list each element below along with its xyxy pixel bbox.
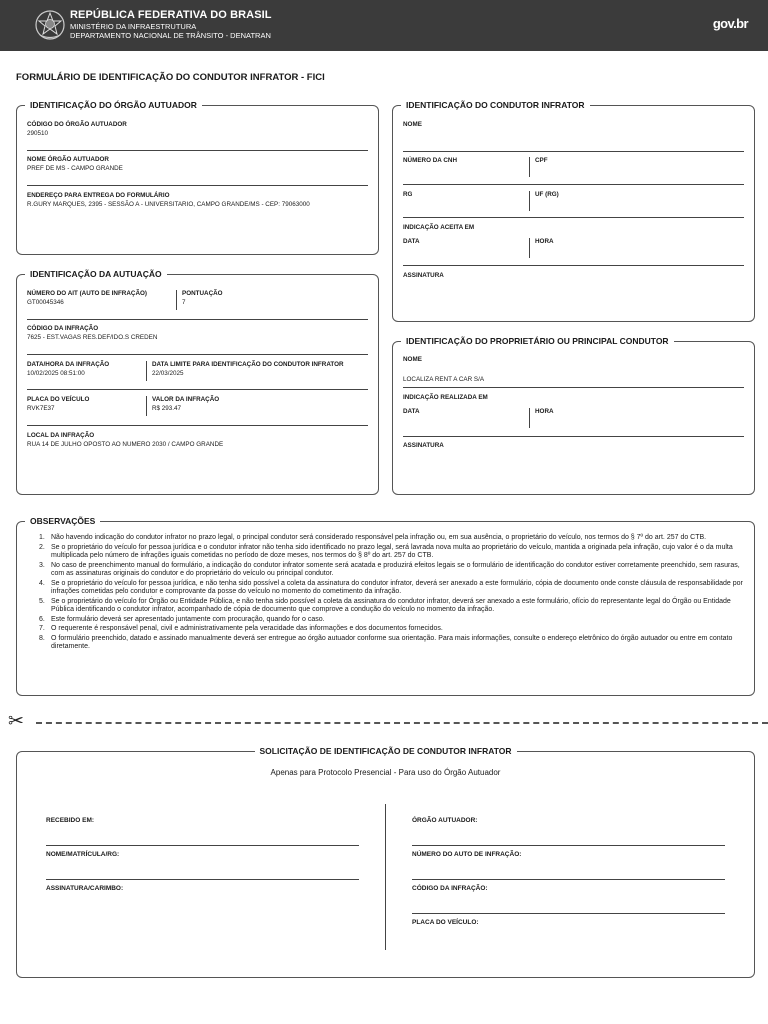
data-limite-field <box>152 361 344 377</box>
observacao-number: 8. <box>39 634 45 642</box>
condutor-legend: IDENTIFICAÇÃO DO CONDUTOR INFRATOR <box>401 100 590 110</box>
divider <box>176 290 177 310</box>
orgao-codigo-field <box>27 121 127 137</box>
indicacao-realizada-field <box>403 394 488 401</box>
codigo-infracao-field <box>27 325 157 341</box>
header-department: DEPARTAMENTO NACIONAL DE TRÂNSITO - DENATRAN <box>70 31 271 40</box>
local-label: LOCAL DA INFRAÇÃO <box>27 432 95 439</box>
data-limite-value: 22/03/2025 <box>152 370 184 377</box>
observacao-text: Este formulário deverá ser apresentado juntamente com procuração, quando for o caso. <box>51 615 325 623</box>
condutor-nome-field[interactable] <box>403 121 422 128</box>
data-limite-label: DATA LIMITE PARA IDENTIFICAÇÃO DO CONDUTOR INFRATOR <box>152 361 344 368</box>
divider <box>403 387 744 388</box>
proprietario-assinatura-field[interactable] <box>403 442 444 449</box>
cpf-label: CPF <box>535 157 548 164</box>
observacao-item <box>39 562 753 579</box>
condutor-hora-field[interactable] <box>535 238 554 245</box>
orgao-autuador-label: ÓRGÃO AUTUADOR: <box>412 817 478 824</box>
coat-of-arms-icon <box>34 9 66 41</box>
valor-label: VALOR DA INFRAÇÃO <box>152 396 220 403</box>
placa-field <box>27 396 89 412</box>
condutor-section <box>392 100 755 322</box>
proprietario-data-label: DATA <box>403 408 420 415</box>
divider <box>529 408 530 428</box>
ait-field <box>27 290 147 306</box>
scissors-icon: ✂ <box>8 711 24 732</box>
recebido-em-line[interactable] <box>46 845 359 846</box>
uf-rg-field[interactable] <box>535 191 559 198</box>
observacao-item <box>39 616 753 624</box>
valor-field <box>152 396 219 412</box>
rg-field[interactable] <box>403 191 412 198</box>
orgao-endereco-value: R.GURY MARQUES, 2395 - SESSÃO A - UNIVERSITARIO, CAMPO GRANDE/MS - CEP: 79063000 <box>27 201 310 208</box>
orgao-autuador-legend: IDENTIFICAÇÃO DO ÓRGÃO AUTUADOR <box>25 100 202 110</box>
divider <box>403 265 744 266</box>
observacao-item <box>39 625 753 633</box>
cnh-label: NÚMERO DA CNH <box>403 157 457 164</box>
nome-matricula-label: NOME/MATRÍCULA/RG: <box>46 851 120 858</box>
observacao-item <box>39 534 753 542</box>
condutor-data-label: DATA <box>403 238 420 245</box>
divider <box>403 184 744 185</box>
divider <box>385 804 386 950</box>
placa-label: PLACA DO VEÍCULO <box>27 396 90 403</box>
divider <box>146 396 147 416</box>
divider <box>27 185 368 186</box>
condutor-assinatura-field[interactable] <box>403 272 444 279</box>
observacao-number: 3. <box>39 561 45 569</box>
header-title: REPÚBLICA FEDERATIVA DO BRASIL <box>70 9 272 21</box>
divider <box>146 361 147 381</box>
cpf-field[interactable] <box>535 157 548 164</box>
observacao-text: Se o proprietário do veículo for Órgão ou Entidade Pública, e não tenha sido possível a coleta da assinatura do condutor infrator, deverá ser anexado a este formulário, ofício do representante legal do Órgão ou Entidade Pública identificando o condutor infrator, acompanhado de cópia de documento que comprove a condução do veículo no momento da infração. <box>51 597 731 613</box>
observacao-number: 2. <box>39 543 45 551</box>
codigo-infracao-req-line[interactable] <box>412 913 725 914</box>
header-ministry: MINISTÉRIO DA INFRAESTRUTURA <box>70 22 197 31</box>
divider <box>27 150 368 151</box>
indicacao-realizada-label: INDICAÇÃO REALIZADA EM <box>403 394 488 401</box>
autuacao-section <box>16 269 379 495</box>
uf-rg-label: UF (RG) <box>535 191 559 198</box>
divider <box>529 157 530 177</box>
orgao-endereco-label: ENDEREÇO PARA ENTREGA DO FORMULÁRIO <box>27 192 170 199</box>
recebido-em-label: RECEBIDO EM: <box>46 817 95 824</box>
divider <box>403 217 744 218</box>
observacao-text: Se o proprietário do veículo for pessoa jurídica e o condutor infrator não tenha sido identificado no prazo legal, será lavrada nova multa ao proprietário do veículo, mantida a originada pela infração, cujo valor é o da multa multiplicada pelo número de infrações iguais cometidas no período de doze meses, nos termos do § 8º do art. 257 do CTB. <box>51 543 733 559</box>
observacao-text: O formulário preenchido, datado e assinado manualmente deverá ser entregue ao órgão autuador conforme sua orientação. Para mais informações, consulte o endereço eletrônico do órgão autuador ou entre em contato diretamente. <box>51 634 733 651</box>
observacoes-section <box>16 516 755 696</box>
numero-auto-label: NÚMERO DO AUTO DE INFRAÇÃO: <box>412 851 522 858</box>
placa-veiculo-req-label: PLACA DO VEÍCULO: <box>412 919 479 926</box>
valor-value: R$ 293.47 <box>152 405 182 412</box>
divider <box>27 425 368 426</box>
divider <box>403 436 744 437</box>
divider <box>27 319 368 320</box>
observacao-number: 1. <box>39 534 45 541</box>
observacao-number: 5. <box>39 597 45 605</box>
observacao-text: No caso de preenchimento manual do formulário, a indicação do condutor infrator somente será acatada e produzirá efeitos legais se o formulário de identificação do condutor estiver corretamente preenchido, sem rasuras, com as assinaturas originais do condutor e do proprietário do veículo ou principal condutor. <box>51 561 740 577</box>
solicitacao-legend: SOLICITAÇÃO DE IDENTIFICAÇÃO DE CONDUTOR INFRATOR <box>254 746 516 756</box>
datahora-value: 10/02/2025 08:51:00 <box>27 370 85 377</box>
indicacao-aceita-label: INDICAÇÃO ACEITA EM <box>403 224 475 231</box>
orgao-codigo-value: 290510 <box>27 130 49 137</box>
ait-value: GT00045346 <box>27 299 64 306</box>
divider <box>27 354 368 355</box>
orgao-autuador-line[interactable] <box>412 845 725 846</box>
pontuacao-label: PONTUAÇÃO <box>182 290 223 297</box>
proprietario-data-field[interactable] <box>403 408 420 415</box>
solicitacao-section <box>16 746 755 978</box>
observacao-text: Não havendo indicação do condutor infrator no prazo legal, o principal condutor será considerado responsável pela infração ou, em sua ausência, o proprietário do veículo, nos termos do § 7º do art. 257 do CTB. <box>51 534 707 541</box>
proprietario-assinatura-label: ASSINATURA <box>403 442 444 449</box>
datahora-label: DATA/HORA DA INFRAÇÃO <box>27 361 110 368</box>
observacao-item <box>39 544 753 561</box>
indicacao-aceita-field <box>403 224 474 231</box>
condutor-nome-line[interactable] <box>403 151 744 152</box>
orgao-endereco-field <box>27 192 310 208</box>
nome-matricula-line[interactable] <box>46 879 359 880</box>
observacao-number: 4. <box>39 579 45 587</box>
local-field <box>27 432 223 448</box>
govbr-logo[interactable]: gov.br <box>712 16 748 31</box>
header-bar <box>0 0 768 51</box>
placa-value: RVK7E37 <box>27 405 55 412</box>
condutor-hora-label: HORA <box>535 238 554 245</box>
proprietario-hora-field[interactable] <box>535 408 554 415</box>
orgao-nome-field <box>27 156 123 172</box>
observacao-item <box>39 598 753 615</box>
proprietario-legend: IDENTIFICAÇÃO DO PROPRIETÁRIO OU PRINCIPAL CONDUTOR <box>401 336 674 346</box>
orgao-autuador-section <box>16 100 379 255</box>
divider <box>27 389 368 390</box>
condutor-nome-label: NOME <box>403 121 422 128</box>
proprietario-nome-field <box>403 356 422 363</box>
pontuacao-value: 7 <box>182 299 186 306</box>
orgao-codigo-label: CÓDIGO DO ÓRGÃO AUTUADOR <box>27 121 127 128</box>
orgao-nome-value: PREF DE MS - CAMPO GRANDE <box>27 165 123 172</box>
cnh-field[interactable] <box>403 157 457 164</box>
observacao-text: Se o proprietário do veículo for pessoa jurídica, e não tenha sido possível a coleta da assinatura do condutor infrator, deverá ser anexado a este formulário, cópia de documento onde conste cláusula de responsabilidade por infrações cometidas pelo condutor e comprovante da posse do veículo no momento do cometimento da infração. <box>51 579 743 595</box>
solicitacao-subtitle: Apenas para Protocolo Presencial - Para uso do Órgão Autuador <box>270 768 501 777</box>
page-title: FORMULÁRIO DE IDENTIFICAÇÃO DO CONDUTOR INFRATOR - FICI <box>16 72 325 83</box>
observacao-item <box>39 635 753 652</box>
condutor-data-field[interactable] <box>403 238 420 245</box>
proprietario-section <box>392 336 755 495</box>
proprietario-nome-value-field <box>403 374 484 383</box>
observacoes-legend: OBSERVAÇÕES <box>25 516 100 526</box>
observacoes-list <box>39 534 753 653</box>
numero-auto-line[interactable] <box>412 879 725 880</box>
autuacao-legend: IDENTIFICAÇÃO DA AUTUAÇÃO <box>25 269 167 279</box>
orgao-nome-label: NOME ÓRGÃO AUTUADOR <box>27 156 109 163</box>
observacao-item <box>39 580 753 597</box>
ait-label: NÚMERO DO AIT (AUTO DE INFRAÇÃO) <box>27 290 147 297</box>
codigo-infracao-value: 7625 - EST.VAGAS RES.DEF/IDO.S CREDEN <box>27 334 158 341</box>
divider <box>529 191 530 211</box>
proprietario-hora-label: HORA <box>535 408 554 415</box>
observacao-number: 6. <box>39 615 45 623</box>
observacao-number: 7. <box>39 625 45 633</box>
codigo-infracao-label: CÓDIGO DA INFRAÇÃO <box>27 325 99 332</box>
proprietario-nome-value: LOCALIZA RENT A CAR S/A <box>403 376 485 383</box>
rg-label: RG <box>403 191 413 198</box>
pontuacao-field <box>182 290 223 306</box>
assinatura-carimbo-label: ASSINATURA/CARIMBO: <box>46 885 124 892</box>
proprietario-nome-label: NOME <box>403 356 422 363</box>
codigo-infracao-req-label: CÓDIGO DA INFRAÇÃO: <box>412 885 488 892</box>
divider <box>529 238 530 258</box>
cut-line <box>36 722 768 724</box>
datahora-field <box>27 361 109 377</box>
local-value: RUA 14 DE JULHO OPOSTO AO NUMERO 2030 / CAMPO GRANDE <box>27 441 224 448</box>
condutor-assinatura-label: ASSINATURA <box>403 272 444 279</box>
observacao-text: O requerente é responsável penal, civil e administrativamente pela veracidade das informações e dos documentos fornecidos. <box>51 625 443 633</box>
